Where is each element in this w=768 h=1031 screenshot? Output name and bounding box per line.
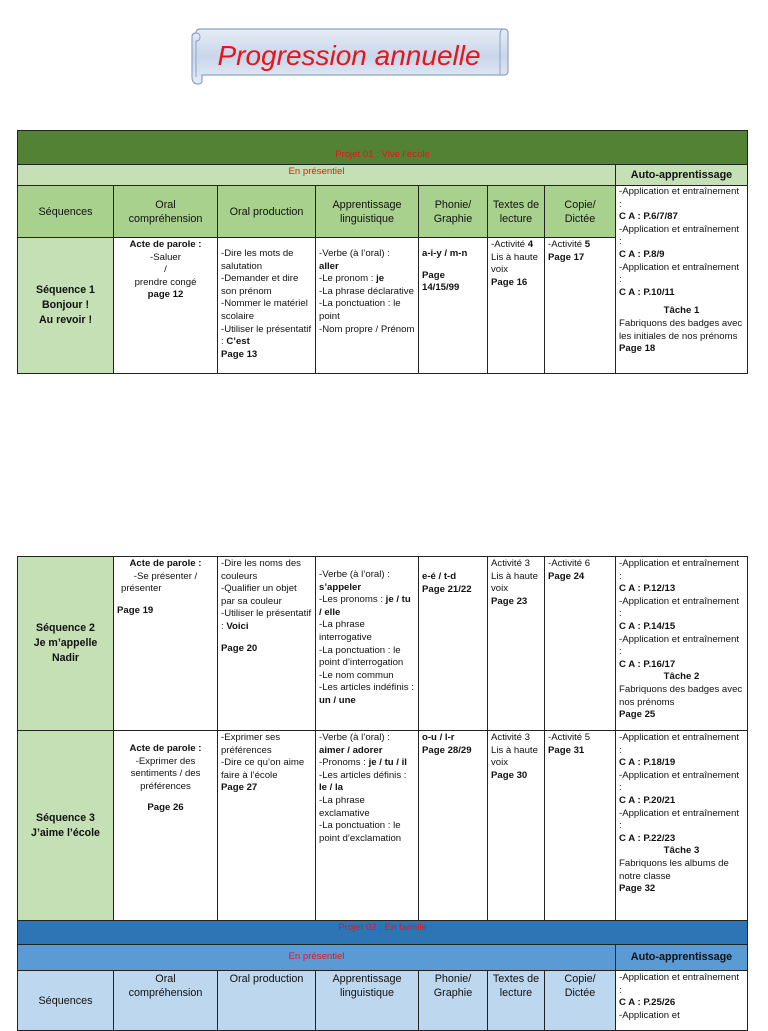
seq1-name: Séquence 1 Bonjour ! Au revoir ! [18,238,114,374]
p2-header-oral-comprehension: Oral compréhension [114,971,218,1031]
seq2-name: Séquence 2 Je m’appelle Nadir [18,557,114,731]
title-banner [188,27,510,85]
cell-line: a-i-y / m-n [422,248,468,259]
project1-auto-label: Auto-apprentissage [616,165,748,186]
project2-mode: En présentiel [18,945,616,971]
header-textes-lecture: Textes de lecture [488,186,545,238]
p2-header-apprentissage-linguistique: Apprentissage linguistique [316,971,419,1031]
project2-title: Projet 02 : En famille [18,921,748,945]
header-copie-dictee: Copie/ Dictée [545,186,616,238]
cell-line: -Demander et dire son prénom [221,273,301,297]
cell-line: -Verbe (à l’oral) : [319,248,390,259]
cell-line: -Saluer [150,251,181,263]
seq1-phonie [419,238,488,374]
cell-line [319,239,415,248]
header-oral-production: Oral production [218,186,316,238]
cell-line: Tâche 1 [663,305,700,317]
cell-line: Page 13 [221,348,258,360]
cell-line: Fabriquons des badges avec les initiales de nos prénoms Page 18 [619,317,745,355]
header-oral-comprehension: Oral compréhension [114,186,218,238]
cell-line: / [164,264,167,276]
cell-line: -Activité 4 [491,239,534,250]
seq3-oral-comprehension: Acte de parole : -Exprimer des sentiments / des préférences Page 26 [114,731,218,921]
project1-table [17,130,748,374]
cell-line: page 12 [147,289,184,301]
seq2-textes: Activité 3 Lis à haute voix Page 23 [488,557,545,731]
header-sequences: Séquences [18,186,114,238]
seq2-oral-production: -Dire les noms des couleurs -Qualifier un objet par sa couleur -Utiliser le présentatif : Voici Page 20 [218,557,316,731]
cell-line: -Nom propre / Prénom [319,323,415,335]
cell-line: -La phrase déclarative [319,285,414,297]
project1-continued-table [17,556,748,1031]
project2-auto-label: Auto-apprentissage [616,945,748,971]
cell-line: prendre congé [134,276,197,288]
seq2-oral-comprehension: Acte de parole : -Se présenter / présenter Page 19 [114,557,218,731]
cell-line: Acte de parole : [129,239,202,250]
seq2-linguistique: -Verbe (à l’oral) : s’appeler -Les pronoms : je / tu / elle -La phrase interrogative -La ponctuation : le point d’interrogation -Le nom commun -Les articles indéfinis : un / une [316,557,419,731]
cell-line: -Application et entraînement : [619,186,742,210]
seq1-textes [488,238,545,374]
cell-line: C A : P.6/7/87 [619,211,678,223]
seq3-phonie: o-u / l-r Page 28/29 [419,731,488,921]
seq3-auto-apprentissage: -Application et entraînement : C A : P.18/19 -Application et entraînement : C A : P.20/21 -Application et entraînement : C A : P.22/23 Tâche 3 Fabriquons les albums de notre classe Page 32 [616,731,748,921]
seq2-auto-apprentissage: -Application et entraînement : C A : P.12/13 -Application et entraînement : C A : P.14/15 -Application et entraînement : C A : P.16/17 Tâche 2 Fabriquons des badges avec nos prénoms Page 25 [616,557,748,731]
header-phonie-graphie: Phonie/ Graphie [419,186,488,238]
seq2-phonie: e-é / t-d Page 21/22 [419,557,488,731]
cell-line: Page 14/15/99 [422,269,460,294]
cell-line: Lis à haute voix [491,251,541,276]
p2-header-copie-dictee: Copie/ Dictée [545,971,616,1031]
cell-line: Page 17 [548,251,585,263]
cell-line: -Nommer le matériel scolaire [221,298,311,322]
p2-auto-apprentissage: -Application et entraînement : C A : P.25/26 -Application et [616,971,748,1031]
cell-line: C A : P.8/9 [619,248,665,260]
seq1-oral-comprehension [114,238,218,374]
cell-line [422,261,484,270]
cell-line: -Le pronom : je [319,273,385,285]
cell-line: -La ponctuation : le point [319,298,404,322]
seq2-copie: -Activité 6 Page 24 [545,557,616,731]
seq3-linguistique: -Verbe (à l’oral) : aimer / adorer -Pronoms : je / tu / il -Les articles définis : le / la -La phrase exclamative -La ponctuation : le point d’exclamation [316,731,419,921]
cell-line: Page 16 [491,276,528,288]
seq1-linguistique [316,238,419,374]
seq3-copie: -Activité 5 Page 31 [545,731,616,921]
seq3-name: Séquence 3 J’aime l’école [18,731,114,921]
seq1-oral-production [218,238,316,374]
seq3-textes: Activité 3 Lis à haute voix Page 30 [488,731,545,921]
seq3-oral-production: -Exprimer ses préférences -Dire ce qu’on aime faire à l’école Page 27 [218,731,316,921]
cell-line [221,239,312,248]
cell-line: -Application et entraînement : [619,261,742,286]
seq1-auto-apprentissage [616,186,748,374]
p2-header-oral-production: Oral production [218,971,316,1031]
p2-header-textes-lecture: Textes de lecture [488,971,545,1031]
project1-title: Projet 01 : Vive l’école [18,131,748,165]
cell-line: -Utiliser le présentatif : C’est [221,323,314,348]
cell-line: -Application et entraînement : [619,223,742,248]
cell-line [422,239,484,248]
p2-header-phonie-graphie: Phonie/ Graphie [419,971,488,1031]
p2-header-sequences: Séquences [18,971,114,1031]
cell-line: -Dire les mots de salutation [221,248,297,272]
seq1-copie [545,238,616,374]
project1-mode: En présentiel [18,165,616,186]
cell-line: -Activité 5 [548,239,591,250]
page-title: Progression annuelle [217,40,481,71]
cell-line: C A : P.10/11 [619,286,675,298]
cell-line: aller [319,260,339,272]
header-apprentissage-linguistique: Apprentissage linguistique [316,186,419,238]
